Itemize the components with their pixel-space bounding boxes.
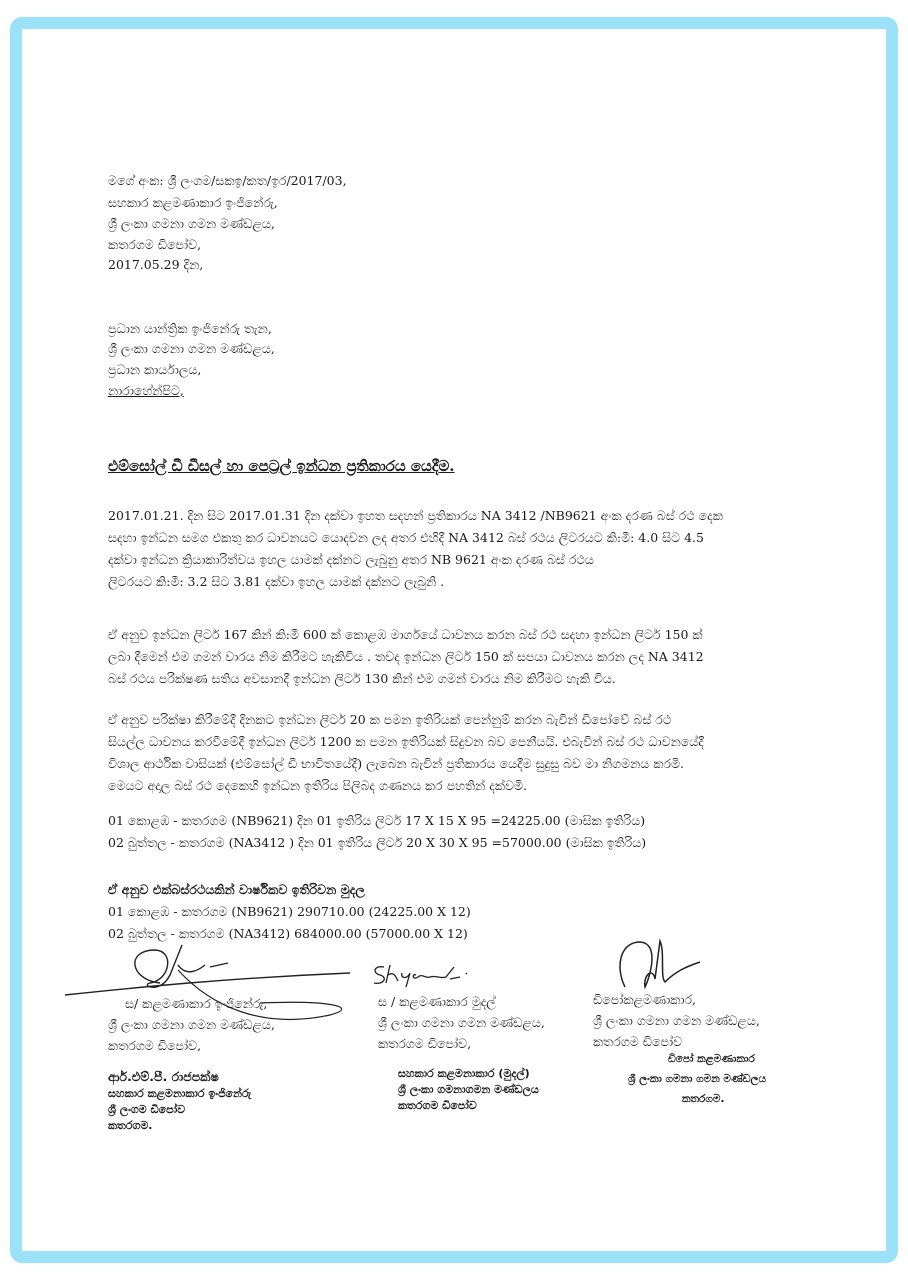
stamp-1-name: ආර්.එම්.පී. රාජපක්ෂ bbox=[108, 1069, 219, 1084]
recipient-office: ප්‍රධාන කාර්යාලය, bbox=[108, 362, 202, 377]
stamp-3-line: ශ්‍රී ලංකා ගමනා ගමන මණ්ඩලය bbox=[628, 1073, 767, 1085]
signatory-1-title: ස/ කළමණාකාර ඉංජිනේරු, bbox=[125, 996, 268, 1011]
signatory-3-place: කතරගම ඩිපෝව bbox=[593, 1034, 683, 1049]
signature-3 bbox=[615, 937, 715, 992]
para2-line: ලබා දීමෙන් එම ගමන් වාරය නිම කිරීමට හැකිවිය . තවද ඉන්ධන ලිටර් 150 ක් සපයා ධාවනය කරන ලද NA 3412 bbox=[108, 649, 704, 664]
recipient-org: ශ්‍රී ලංකා ගමනා ගමන මණ්ඩළය, bbox=[108, 341, 275, 356]
para1-line: 2017.01.21. දින සිට 2017.01.31 දින දක්වා ඉහත සදහන් ප්‍රතිකාරය NA 3412 /NB9621 අංක දරණ බස් රථ දෙක bbox=[108, 508, 723, 523]
para1-line: ලිටරයට කි:මී: 3.2 සිට 3.81 දක්වා ඉහල යාමක් දක්නට ලැබුනි . bbox=[108, 574, 445, 589]
para1-line: සදහා ඉන්ධන සමග එකතු කර ධාවනයට යොදවන ලද අතර එහිදී NA 3412 බස් රථය ලිටරයට කි:මී: 4.0 සිට 4.5 bbox=[108, 530, 704, 545]
subject-heading: එම්සෝල් ඩී ඩීසල් හා පෙට්‍රල් ඉන්ධන ප්‍රතිකාරය යෙදීම. bbox=[108, 457, 455, 475]
para3-line: මෙයට අදාල බස් රථ දෙකෙහි ඉන්ධන ඉතිරිය පිලිබද ගණනය කර පහතින් දක්වමි. bbox=[108, 778, 527, 793]
recipient-title: ප්‍රධාන යාන්ත්‍රික ඉංජිනේරු තැන, bbox=[108, 321, 272, 336]
stamp-2-line: ශ්‍රී ලංකා ගමනාගමන මණ්ඩලය bbox=[398, 1083, 539, 1096]
signatory-2-org: ශ්‍රී ලංකා ගමනා ගමන මණ්ඩළය, bbox=[378, 1015, 545, 1030]
para3-line: සියල්ල ධාවනය කරවීමේදී ඉන්ධන ලිටර් 1200 ක පමන ඉතිරියක් සිදුවන බව පෙනීයයි. එබැවින් බස් රථ ධාවනයේදී bbox=[108, 734, 704, 749]
signature-2 bbox=[370, 963, 480, 987]
sender-org: ශ්‍රී ලංකා ගමනා ගමන මණ්ඩළය, bbox=[108, 216, 275, 231]
sender-title: සහකාර කළමණාකාර ඉංජිනේරු, bbox=[108, 195, 278, 210]
stamp-1-line: ශ්‍රී ලංගම ඩිපෝව bbox=[108, 1103, 186, 1116]
reference-number: මගේ අංක: ශ්‍රී ලංගම/සකඉ/කත/ඉර/2017/03, bbox=[108, 173, 347, 188]
signatory-1-org: ශ්‍රී ලංකා ගමනා ගමන මණ්ඩළය, bbox=[108, 1017, 275, 1032]
signatory-2-title: ස / කළමණාකාර මුදල් bbox=[378, 994, 496, 1009]
signatory-3-title: ඩිපෝකළමණාකාර, bbox=[593, 992, 696, 1007]
monthly-saving-row: 02 බුත්තල - කතරගම (NA3412 ) දින 01 ඉතිරිය ලිටර් 20 X 30 X 95 =57000.00 (මාසික ඉතිරිය) bbox=[108, 835, 647, 850]
stamp-2-line: කතරගම ඩිපෝව bbox=[398, 1099, 477, 1112]
para2-line: ඒ අනුව ඉන්ධන ලිටර් 167 කින් කි:මී 600 ක් කොළඹ මාර්ගයේ ධාවනය කරන බස් රථ සදහා ඉන්ධන ලිටර් 150 ක් bbox=[108, 627, 703, 642]
sender-depot: කතරගම ඩිපෝව, bbox=[108, 237, 202, 252]
stamp-1-line: සහකාර කළමනාකාර ඉංජිනේරු bbox=[108, 1087, 252, 1100]
annual-saving-row: 01 කොළඹ - කතරගම (NB9621) 290710.00 (24225.00 X 12) bbox=[108, 904, 471, 919]
annual-saving-row: 02 බුත්තල - කතරගම (NA3412) 684000.00 (57000.00 X 12) bbox=[108, 926, 468, 941]
stamp-2-line: සහකාර කළමනාකාර (මුදල්) bbox=[398, 1067, 530, 1080]
para3-line: ඒ අනුව පරික්ෂා කිරීමේදී දිනකට ඉන්ධන ලිටර් 20 ක පමන ඉතිරියක් පෙන්නුම් කරන බැවින් ඩිපෝවේ බස් රථ bbox=[108, 712, 672, 727]
para2-line: බස් රථය පරික්ෂණ සතිය අවසානදී ඉන්ධන ලිටර් 130 කින් එම ගමන් වාරය නිම කිරීමට හැකි විය. bbox=[108, 671, 616, 686]
stamp-3-line: ඩිපෝ කළමණාකාර bbox=[668, 1053, 755, 1065]
annual-saving-heading: ඒ අනුව එක්බස්රථයකින් වාර්ෂිකව ඉතිරිවන මුදල bbox=[108, 882, 365, 897]
para3-line: විශාල ආර්ථික වාසියක් (එම්සෝල් ඩී භාවිතයේදී) ලැබෙන බැවින් ප්‍රතිකාරය යෙදීම සුදුසු බව මා නිගමනය කරමි. bbox=[108, 756, 684, 771]
para1-line: දක්වා ඉන්ධන ක්‍රියාකාරිත්වය ඉහල යාමක් දක්නට ලැබුනු අතර NB 9621 අංක දරණ බස් රථය bbox=[108, 552, 594, 567]
stamp-3-line: කතරගම. bbox=[682, 1093, 725, 1105]
letter-date: 2017.05.29 දින, bbox=[108, 257, 204, 272]
signatory-2-place: කතරගම ඩිපෝව, bbox=[378, 1036, 472, 1051]
stamp-1-line: කතරගම. bbox=[108, 1119, 153, 1132]
monthly-saving-row: 01 කොළඹ - කතරගම (NB9621) දින 01 ඉතිරිය ලිටර් 17 X 15 X 95 =24225.00 (මාසික ඉතිරිය) bbox=[108, 813, 646, 828]
signatory-1-place: කතරගම ඩිපෝව, bbox=[108, 1038, 202, 1053]
recipient-city: නාරාහේන්පිට, bbox=[108, 383, 184, 398]
signatory-3-org: ශ්‍රී ලංකා ගමනා ගමන මණ්ඩළය, bbox=[593, 1013, 760, 1028]
